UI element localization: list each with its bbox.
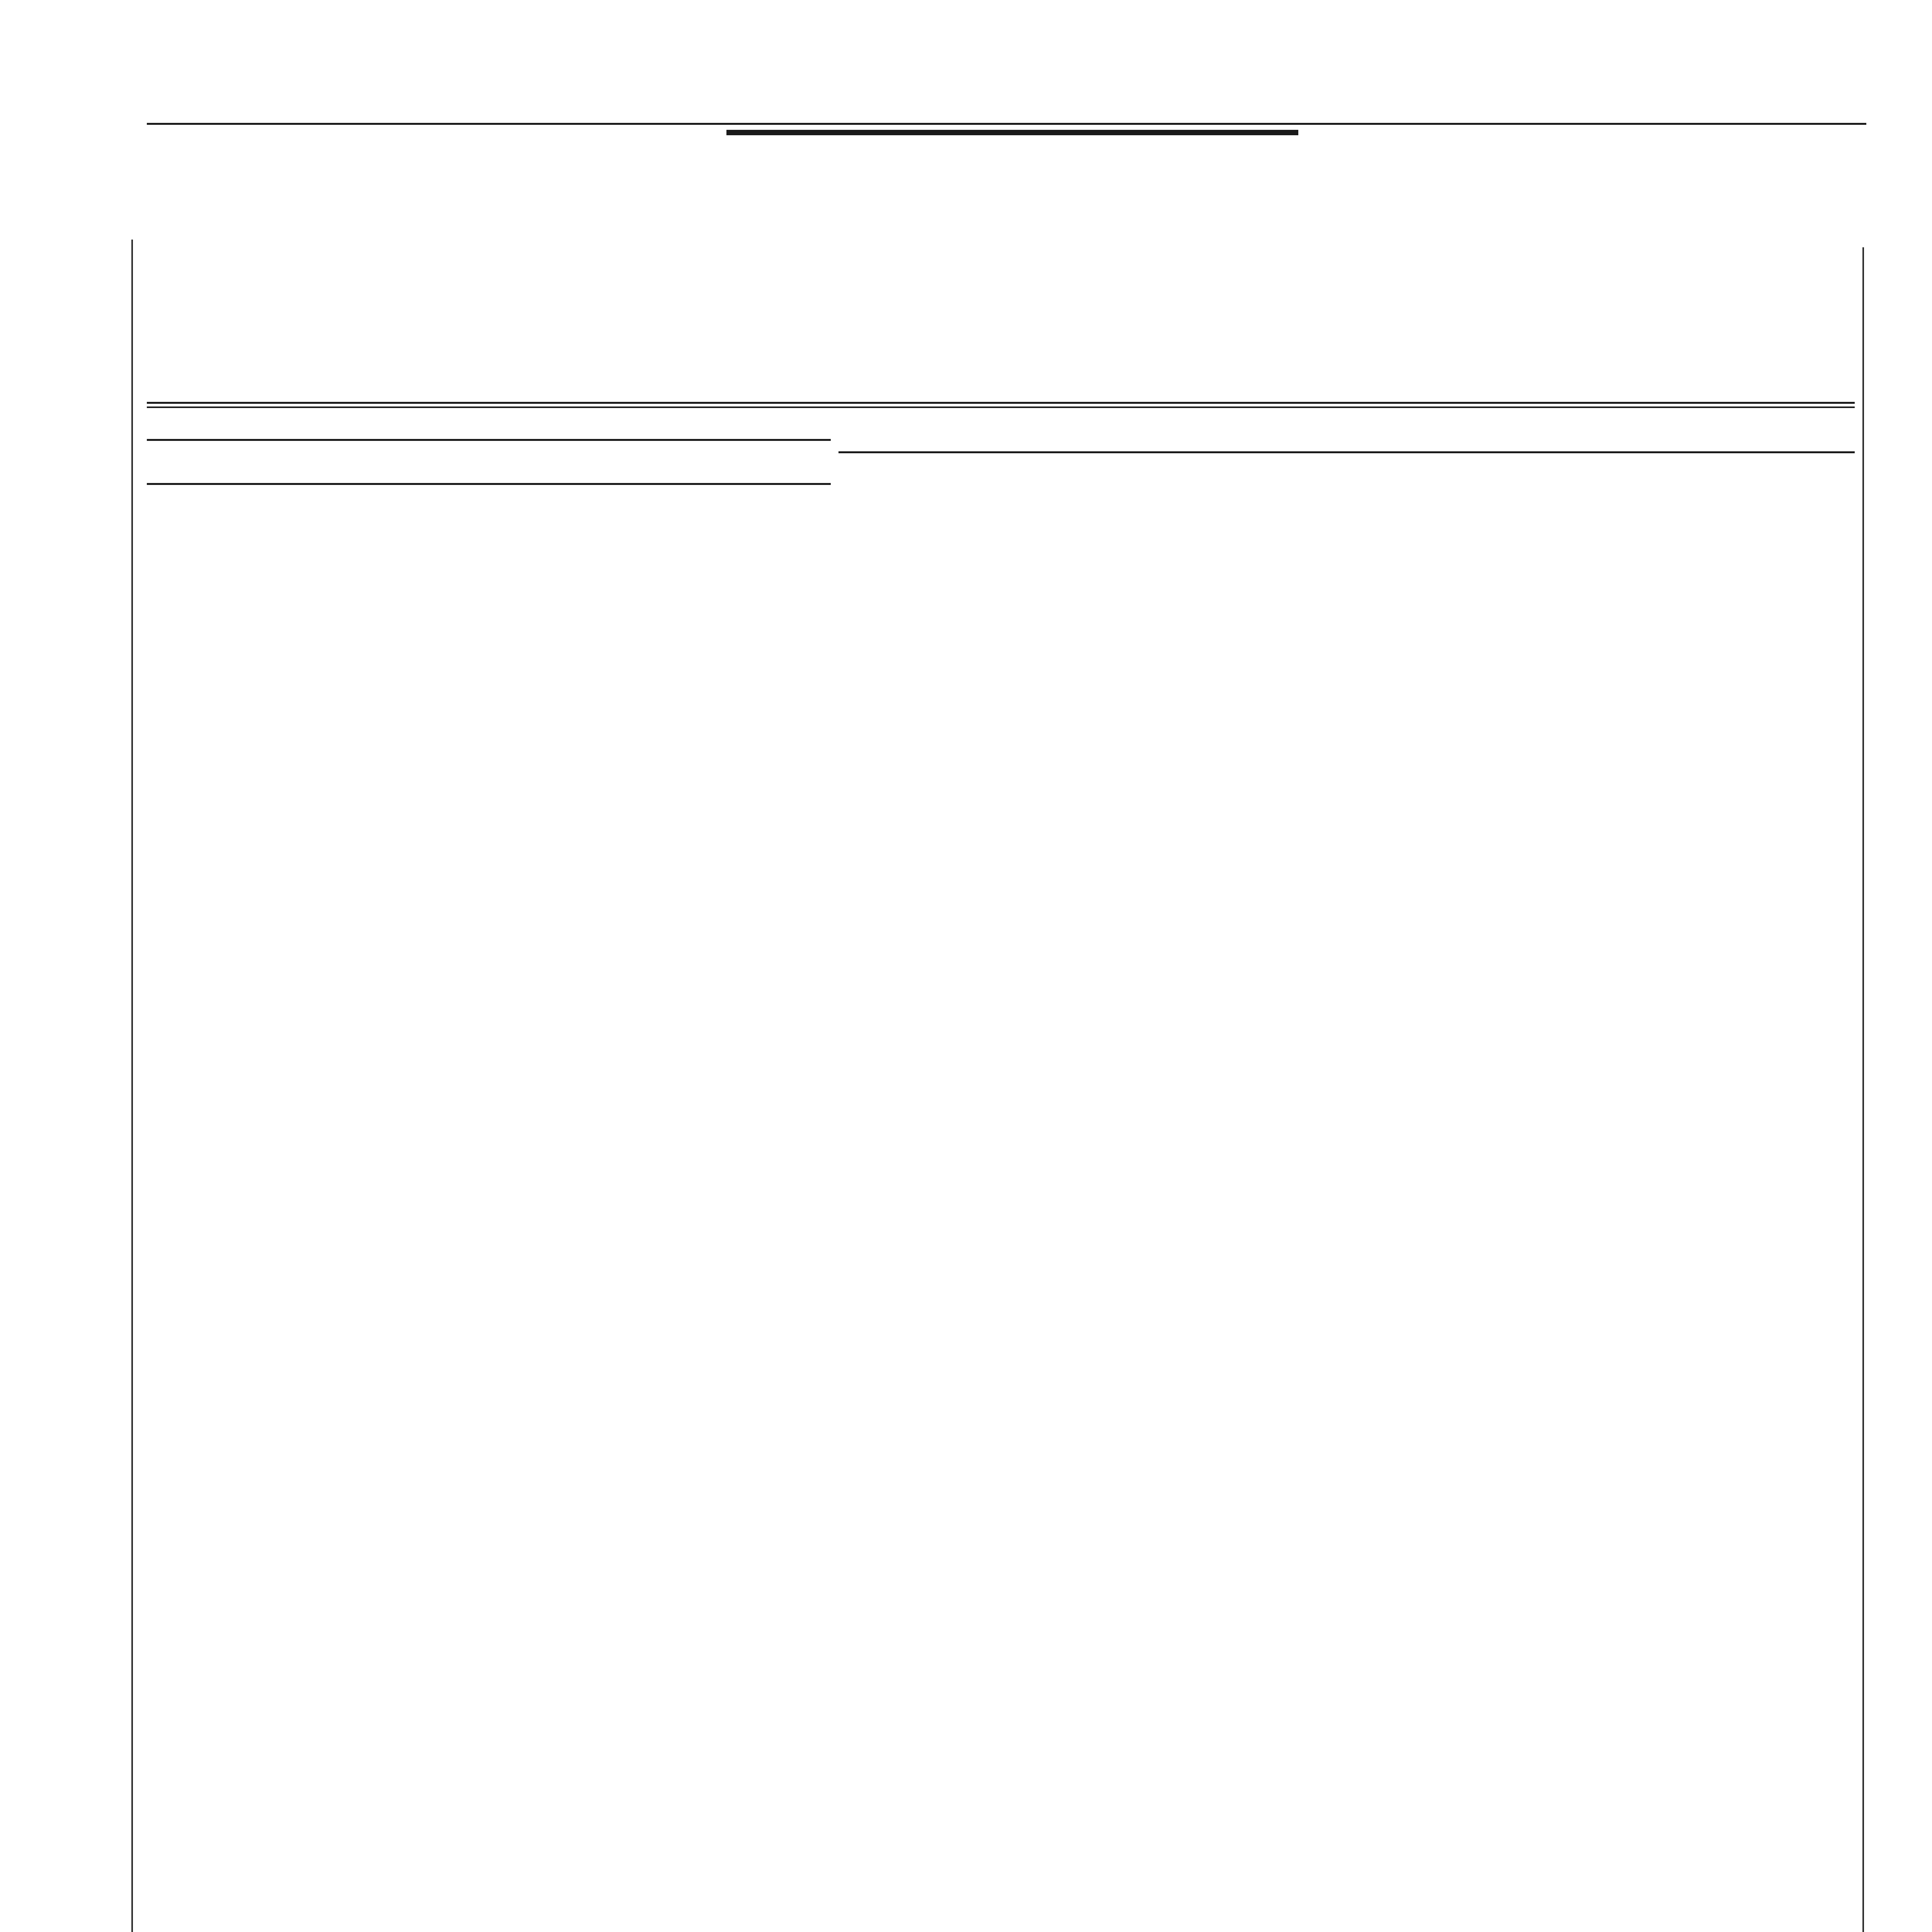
header-bottom-rule-left [147, 439, 831, 441]
header-bottom-rule [838, 451, 1855, 453]
section-metals-rule [147, 483, 831, 485]
header-top-rule [147, 402, 1855, 404]
left-margin-line [131, 240, 133, 1932]
top-rule-thick [726, 130, 1298, 135]
header-top-rule-2 [147, 406, 1855, 408]
right-margin-line [1862, 247, 1864, 1932]
top-rule [147, 123, 1866, 125]
